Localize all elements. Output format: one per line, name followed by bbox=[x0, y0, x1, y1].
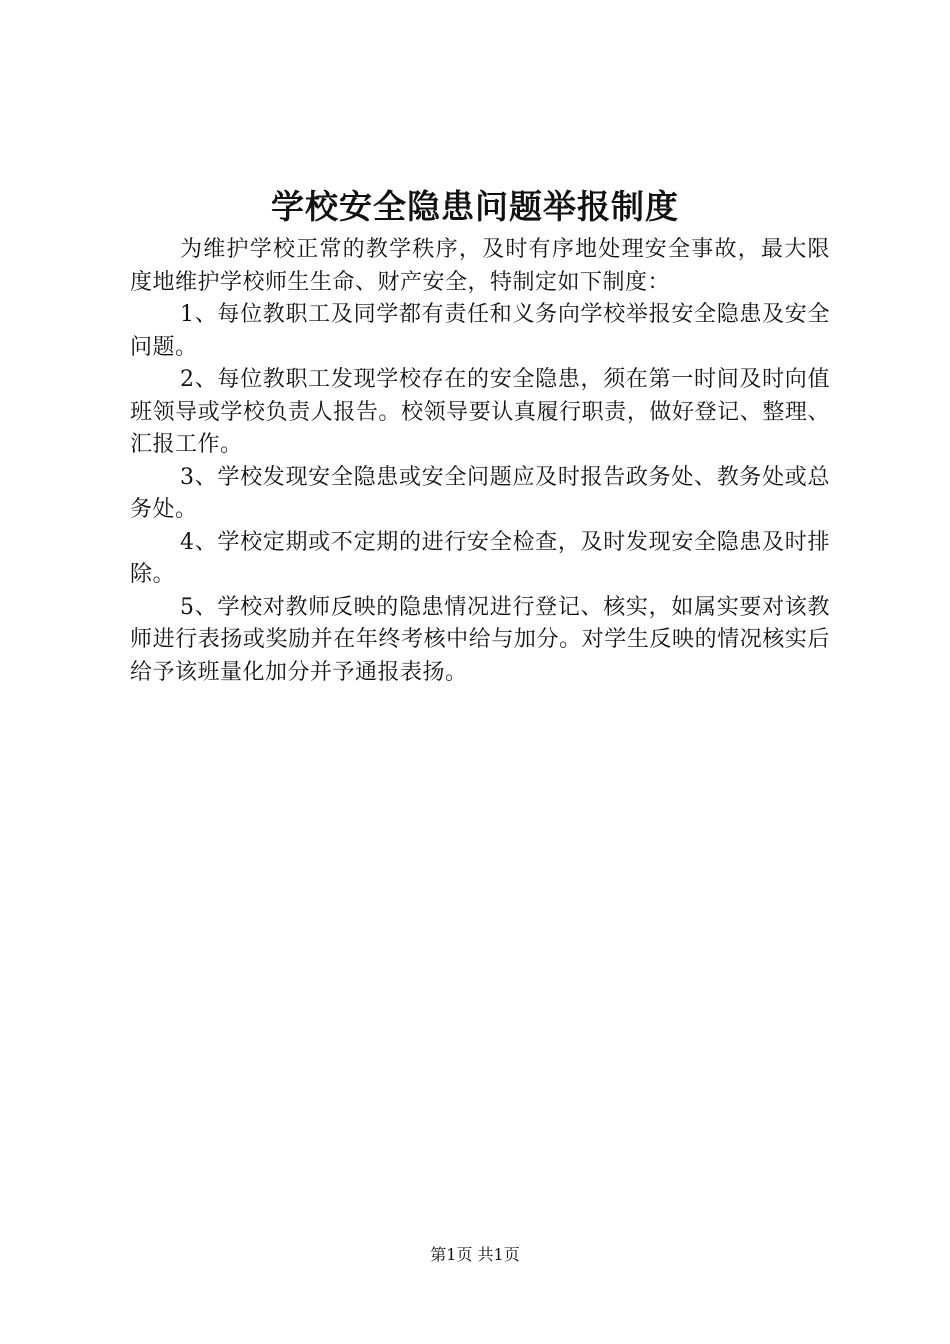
rule-paragraph-1: 1、每位教职工及同学都有责任和义务向学校举报安全隐患及安全问题。 bbox=[130, 302, 830, 360]
document-body bbox=[130, 234, 830, 689]
rule-paragraph-3: 3、学校发现安全隐患或安全问题应及时报告政务处、教务处或总务处。 bbox=[130, 464, 830, 522]
page-footer: 第1页 共1页 bbox=[430, 1245, 520, 1264]
rule-paragraph-2: 2、每位教职工发现学校存在的安全隐患，须在第一时间及时向值班领导或学校负责人报告。校领导要认真履行职责，做好登记、整理、汇报工作。 bbox=[130, 367, 830, 457]
intro-paragraph: 为维护学校正常的教学秩序，及时有序地处理安全事故，最大限度地维护学校师生生命、财产安全，特制定如下制度： bbox=[130, 237, 830, 295]
rule-paragraph-5: 5、学校对教师反映的隐患情况进行登记、核实，如属实要对该教师进行表扬或奖励并在年终考核中给与加分。对学生反映的情况核实后给予该班量化加分并予通报表扬。 bbox=[130, 594, 830, 685]
document-title: 学校安全隐患问题举报制度 bbox=[271, 187, 679, 226]
rule-paragraph-4: 4、学校定期或不定期的进行安全检查，及时发现安全隐患及时排除。 bbox=[130, 529, 830, 587]
